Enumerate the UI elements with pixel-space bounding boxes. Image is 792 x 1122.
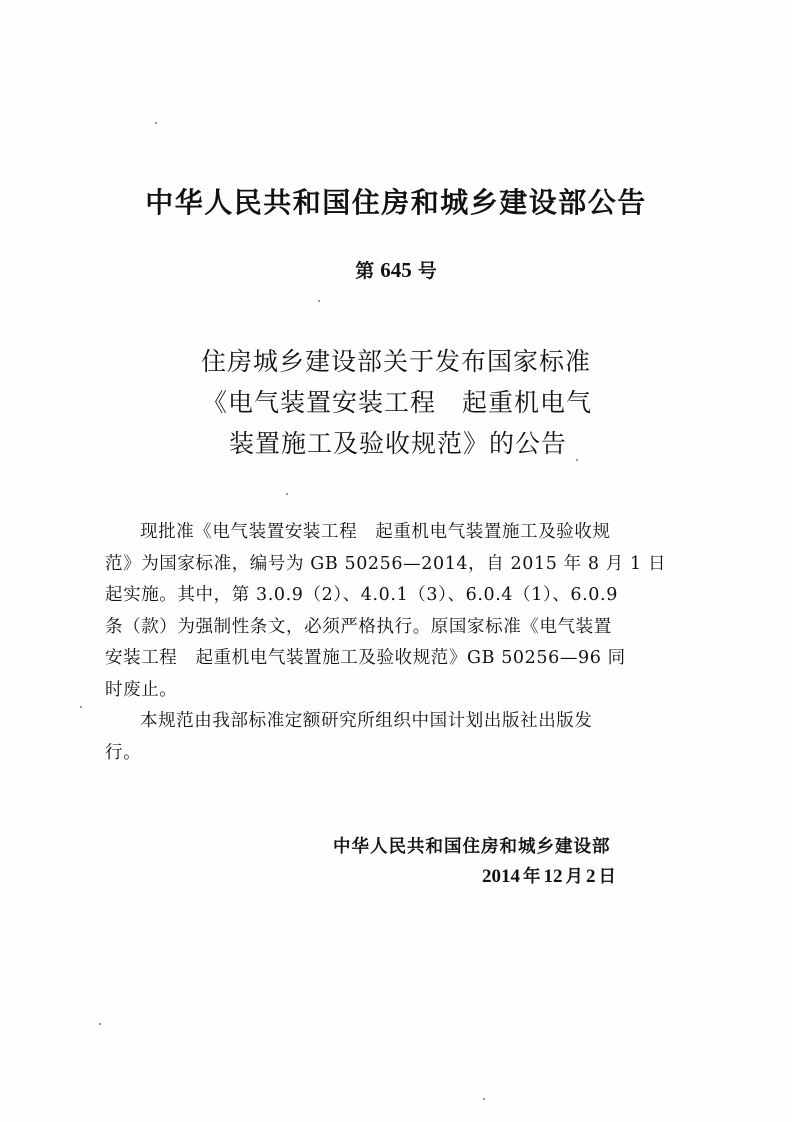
number-suffix: 号 xyxy=(417,260,437,282)
scan-speck xyxy=(483,1098,485,1100)
body-line: 起实施。其中，第 3.0.9（2）、4.0.1（3）、6.0.4（1）、6.0.9 xyxy=(105,585,618,605)
body-line: 本规范由我部标准定额研究所组织中国计划出版社出版发 xyxy=(140,711,593,731)
date-day-label: 日 xyxy=(598,867,616,887)
number-prefix: 第 xyxy=(355,260,375,282)
date-month: 12 xyxy=(543,866,563,887)
scan-speck xyxy=(80,706,82,708)
scan-speck xyxy=(155,122,157,124)
subtitle-line: 《电气装置安装工程 起重机电气 xyxy=(201,388,592,417)
body-line: 安装工程 起重机电气装置施工及验收规范》GB 50256—96 同 xyxy=(105,648,626,668)
date-month-label: 月 xyxy=(565,867,583,887)
body-line: 范》为国家标准，编号为 GB 50256—2014，自 2015 年 8 月 1 日 xyxy=(105,553,667,574)
announcement-body xyxy=(105,517,689,769)
scan-speck xyxy=(99,1023,101,1025)
announcement-number xyxy=(0,256,792,285)
issuing-authority-signature: 中华人民共和国住房和城乡建设部 xyxy=(333,837,611,857)
number-value: 645 xyxy=(380,258,412,282)
date-year: 2014 xyxy=(482,866,520,887)
issue-date xyxy=(479,862,616,892)
date-year-label: 年 xyxy=(523,867,541,887)
scan-speck xyxy=(576,459,578,461)
body-line: 行。 xyxy=(105,742,142,763)
announcement-subtitle xyxy=(0,341,792,464)
scan-speck xyxy=(286,493,288,495)
body-line: 时废止。 xyxy=(105,679,178,700)
body-line: 条（款）为强制性条文，必须严格执行。原国家标准《电气装置 xyxy=(105,616,612,637)
date-day: 2 xyxy=(586,866,596,887)
scan-speck xyxy=(318,300,320,302)
subtitle-line: 住房城乡建设部关于发布国家标准 xyxy=(200,347,591,376)
body-line: 现批准《电气装置安装工程 起重机电气装置施工及验收规 xyxy=(140,522,611,542)
announcement-header-title: 中华人民共和国住房和城乡建设部公告 xyxy=(145,186,647,219)
subtitle-line: 装置施工及验收规范》的公告 xyxy=(228,429,567,458)
